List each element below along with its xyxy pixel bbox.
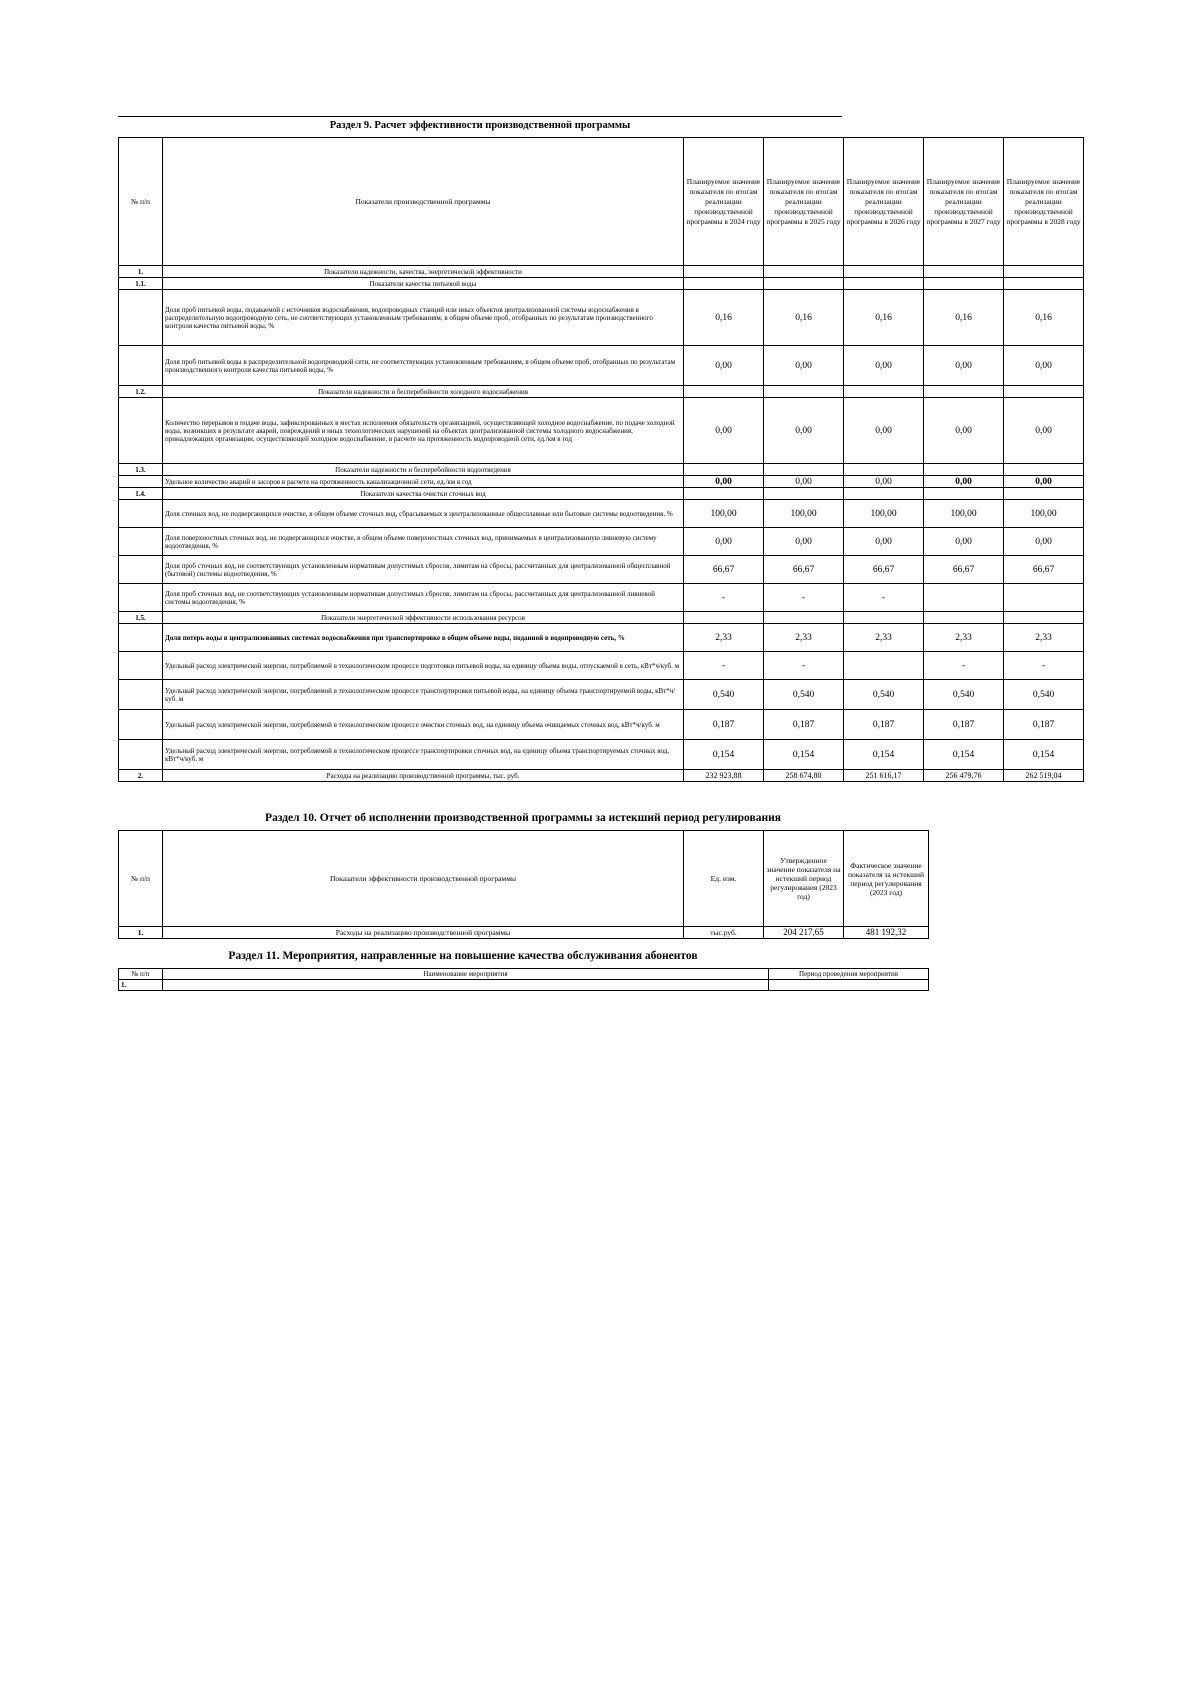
- table-row: [119, 488, 1084, 500]
- value-cell: 2,33: [924, 624, 1004, 652]
- section-heading: Показатели надежности, качества, энергетической эффективности: [163, 266, 684, 278]
- value-cell: [844, 386, 924, 398]
- value-cell: 0,540: [924, 680, 1004, 710]
- section11-table: [118, 968, 929, 991]
- value-cell: 0,16: [1004, 290, 1084, 346]
- value-cell: 0,00: [764, 398, 844, 464]
- value-cell: [764, 488, 844, 500]
- table-row: [119, 710, 1084, 740]
- indicator-label: Удельный расход электрической энергии, потребляемой в технологическом процессе транспортировки сточных вод, на единицу объема транспортируемых сточных вод, кВт*ч/куб. м: [163, 740, 684, 770]
- value-cell: 0,154: [844, 740, 924, 770]
- row-num: [119, 346, 163, 386]
- section10-header-row: [119, 831, 929, 927]
- value-cell: 0,187: [844, 710, 924, 740]
- value-cell: [684, 386, 764, 398]
- value-cell: 2,33: [844, 624, 924, 652]
- value-cell: 262 519,04: [1004, 770, 1084, 782]
- header-year-2025: Планируемое значение показателя по итогам реализации производственной программы в 2025 году: [764, 138, 844, 266]
- header-indicator: Показатели эффективности производственной программы: [163, 831, 684, 927]
- row-num: [119, 680, 163, 710]
- value-cell: 0,154: [1004, 740, 1084, 770]
- value-cell: [924, 584, 1004, 612]
- value-cell: 0,00: [764, 476, 844, 488]
- value-cell: -: [844, 584, 924, 612]
- value-cell: 232 923,88: [684, 770, 764, 782]
- row-num: [119, 710, 163, 740]
- value-cell: 2,33: [764, 624, 844, 652]
- value-cell: 0,00: [1004, 528, 1084, 556]
- section11-title: Раздел 11. Мероприятия, направленные на повышение качества обслуживания абонентов: [228, 950, 698, 962]
- value-cell: -: [684, 652, 764, 680]
- header-year-2024: Планируемое значение показателя по итогам реализации производственной программы в 2024 году: [684, 138, 764, 266]
- row-num: 1.: [119, 980, 163, 991]
- value-cell: [764, 278, 844, 290]
- value-cell: [1004, 278, 1084, 290]
- value-cell: 0,540: [1004, 680, 1084, 710]
- header-year-2026: Планируемое значение показателя по итогам реализации производственной программы в 2026 году: [844, 138, 924, 266]
- row-num: [119, 528, 163, 556]
- header-approved: Утвержденное значение показателя на истекший период регулирования (2023 год): [764, 831, 844, 927]
- table-row: [119, 556, 1084, 584]
- value-cell: 66,67: [924, 556, 1004, 584]
- indicator-label: Доля проб питьевой воды в распределительной водопроводной сети, не соответствующих установленным требованиям, в общем объеме проб, отобранных по результатам производственного контроля качества питьевой воды, %: [163, 346, 684, 386]
- table-row: [119, 278, 1084, 290]
- table-row: [119, 927, 929, 939]
- value-cell: [764, 612, 844, 624]
- value-cell: 100,00: [764, 500, 844, 528]
- value-cell: 0,187: [684, 710, 764, 740]
- row-num: [119, 556, 163, 584]
- value-cell: 66,67: [1004, 556, 1084, 584]
- header-num: № п/п: [119, 831, 163, 927]
- section-heading: Показатели энергетической эффективности использования ресурсов: [163, 612, 684, 624]
- value-cell: [844, 266, 924, 278]
- indicator-label: Доля проб питьевой воды, подаваемой с источников водоснабжения, водопроводных станций или иных объектов централизованной системы водоснабжения в распределительную водопроводную сеть, не соответствующих установленным требованиям, в общем объеме проб, отобранных по результатам производственного контроля качества питьевой воды, %: [163, 290, 684, 346]
- value-cell: 0,16: [684, 290, 764, 346]
- row-num: 1.4.: [119, 488, 163, 500]
- table-row: [119, 612, 1084, 624]
- value-cell: [924, 464, 1004, 476]
- value-cell: 2,33: [1004, 624, 1084, 652]
- table-row: [119, 266, 1084, 278]
- section9-header-row: [119, 138, 1084, 266]
- value-cell: 0,540: [844, 680, 924, 710]
- value-cell: [844, 488, 924, 500]
- value-cell: 100,00: [924, 500, 1004, 528]
- value-cell: 0,00: [1004, 346, 1084, 386]
- value-cell: 0,00: [844, 398, 924, 464]
- value-cell: [924, 386, 1004, 398]
- value-cell: 0,00: [924, 476, 1004, 488]
- approved-value: 204 217,65: [764, 927, 844, 939]
- value-cell: 258 674,80: [764, 770, 844, 782]
- header-num: № п/п: [119, 969, 163, 980]
- table-row: [119, 346, 1084, 386]
- indicator-label: Количество перерывов в подаче воды, зафиксированных в местах исполнения обязательств организацией, осуществляющей холодное водоснабжение, по подаче холодной воды, возникших в результате аварий, повреждений и иных технологических нарушений на объектах централизованной системы холодного водоснабжения, принадлежащих организации, осуществляющей холодное водоснабжение, в расчете на протяженность водопроводной сети, ед./км в год: [163, 398, 684, 464]
- value-cell: -: [1004, 652, 1084, 680]
- value-cell: 0,00: [764, 528, 844, 556]
- top-rule: [118, 116, 842, 117]
- indicator-label: Расходы на реализацию производственной программы: [163, 927, 684, 939]
- value-cell: [684, 612, 764, 624]
- value-cell: 2,33: [684, 624, 764, 652]
- header-num: № п/п: [119, 138, 163, 266]
- table-row: [119, 652, 1084, 680]
- value-cell: [844, 464, 924, 476]
- value-cell: 100,00: [844, 500, 924, 528]
- value-cell: -: [764, 652, 844, 680]
- actual-value: 481 192,32: [844, 927, 929, 939]
- header-unit: Ед. изм.: [684, 831, 764, 927]
- value-cell: 0,00: [764, 346, 844, 386]
- table-row: [119, 680, 1084, 710]
- section-heading: Показатели качества питьевой воды: [163, 278, 684, 290]
- value-cell: 0,00: [924, 528, 1004, 556]
- section9-title: Раздел 9. Расчет эффективности производственной программы: [329, 120, 631, 131]
- value-cell: 0,00: [844, 476, 924, 488]
- value-cell: 0,00: [924, 398, 1004, 464]
- row-num: [119, 476, 163, 488]
- section9-table: [118, 137, 1084, 782]
- section10-table: [118, 830, 929, 939]
- row-num: [119, 290, 163, 346]
- header-indicator: Показатели производственной программы: [163, 138, 684, 266]
- value-cell: 0,00: [844, 528, 924, 556]
- row-num: 2.: [119, 770, 163, 782]
- value-cell: 0,540: [764, 680, 844, 710]
- row-num: [119, 500, 163, 528]
- value-cell: [684, 278, 764, 290]
- table-row: [119, 398, 1084, 464]
- section-heading: Расходы на реализацию производственной программы, тыс. руб.: [163, 770, 684, 782]
- value-cell: [684, 488, 764, 500]
- value-cell: 0,154: [924, 740, 1004, 770]
- indicator-label: Удельный расход электрической энергии, потребляемой в технологическом процессе очистки сточных вод, на единицу объема очищаемых сточных вод, кВт*ч/куб. м: [163, 710, 684, 740]
- table-row: [119, 740, 1084, 770]
- value-cell: [844, 612, 924, 624]
- row-num: 1.3.: [119, 464, 163, 476]
- value-cell: -: [924, 652, 1004, 680]
- value-cell: 0,00: [684, 398, 764, 464]
- value-cell: [924, 266, 1004, 278]
- value-cell: -: [764, 584, 844, 612]
- unit-cell: тыс.руб.: [684, 927, 764, 939]
- table-row: [119, 464, 1084, 476]
- indicator-label: Удельный расход электрической энергии, потребляемой в технологическом процессе подготовки питьевой воды, на единицу объема воды, отпускаемой в сеть, кВт*ч/куб. м: [163, 652, 684, 680]
- value-cell: 0,00: [1004, 476, 1084, 488]
- header-name: Наименование мероприятия: [163, 969, 769, 980]
- value-cell: 0,00: [684, 346, 764, 386]
- table-row: [119, 290, 1084, 346]
- table-row: [119, 476, 1084, 488]
- value-cell: 66,67: [764, 556, 844, 584]
- indicator-label: Доля поверхностных сточных вод, не подвергающихся очистке, в общем объеме поверхностных сточных вод, принимаемых в централизованную ливневую систему водоотведения, %: [163, 528, 684, 556]
- row-num: [119, 398, 163, 464]
- table-row: [119, 980, 929, 991]
- value-cell: 0,00: [1004, 398, 1084, 464]
- row-num: [119, 652, 163, 680]
- value-cell: [684, 266, 764, 278]
- section-heading: Показатели надежности и бесперебойности холодного водоснабжения: [163, 386, 684, 398]
- indicator-label: Доля проб сточных вод, не соответствующих установленным нормативам допустимых сбросов, лимитам на сбросы, рассчитанных для централизованной ливневой системы водоотведения, %: [163, 584, 684, 612]
- value-cell: [1004, 266, 1084, 278]
- section10-title: Раздел 10. Отчет об исполнении производственной программы за истекший период регулирования: [265, 812, 781, 824]
- value-cell: 0,16: [924, 290, 1004, 346]
- table-row: [119, 386, 1084, 398]
- header-year-2027: Планируемое значение показателя по итогам реализации производственной программы в 2027 году: [924, 138, 1004, 266]
- value-cell: [924, 612, 1004, 624]
- value-cell: [764, 464, 844, 476]
- value-cell: 66,67: [684, 556, 764, 584]
- table-row: [119, 528, 1084, 556]
- value-cell: [924, 278, 1004, 290]
- row-num: [119, 740, 163, 770]
- row-num: 1.5.: [119, 612, 163, 624]
- value-cell: 100,00: [684, 500, 764, 528]
- row-num: [119, 584, 163, 612]
- indicator-label: Доля потерь воды в централизованных системах водоснабжения при транспортировке в общем объеме воды, поданной в водопроводную сеть, %: [163, 624, 684, 652]
- indicator-label: Доля проб сточных вод, не соответствующих установленным нормативам допустимых сбросов, лимитам на сбросы, рассчитанных для централизованной общесплавной (бытовой) системы водоотведения, %: [163, 556, 684, 584]
- value-cell: [1004, 386, 1084, 398]
- section11-header-row: [119, 969, 929, 980]
- value-cell: 0,00: [844, 346, 924, 386]
- section-heading: Показатели качества очистки сточных вод: [163, 488, 684, 500]
- row-num: 1.: [119, 266, 163, 278]
- value-cell: 0,16: [844, 290, 924, 346]
- value-cell: [1004, 584, 1084, 612]
- value-cell: 66,67: [844, 556, 924, 584]
- table-row: [119, 624, 1084, 652]
- value-cell: 0,187: [1004, 710, 1084, 740]
- measure-name: [163, 980, 769, 991]
- value-cell: -: [684, 584, 764, 612]
- value-cell: 0,187: [924, 710, 1004, 740]
- table-row: [119, 500, 1084, 528]
- value-cell: [764, 266, 844, 278]
- value-cell: 0,187: [764, 710, 844, 740]
- row-num: [119, 624, 163, 652]
- row-num: 1.: [119, 927, 163, 939]
- value-cell: 0,540: [684, 680, 764, 710]
- value-cell: [684, 464, 764, 476]
- value-cell: 0,00: [924, 346, 1004, 386]
- row-num: 1.1.: [119, 278, 163, 290]
- header-year-2028: Планируемое значение показателя по итогам реализации производственной программы в 2028 году: [1004, 138, 1084, 266]
- value-cell: [1004, 464, 1084, 476]
- value-cell: 256 479,76: [924, 770, 1004, 782]
- indicator-label: Доля сточных вод, не подвергающихся очистке, в общем объеме сточных вод, сбрасываемых в централизованные общесплавные или бытовые системы водоотведения, %: [163, 500, 684, 528]
- indicator-label: Удельное количество аварий и засоров в расчете на протяженность канализационной сети, ед./км в год: [163, 476, 684, 488]
- row-num: 1.2.: [119, 386, 163, 398]
- value-cell: 0,00: [684, 528, 764, 556]
- value-cell: 0,16: [764, 290, 844, 346]
- value-cell: [844, 652, 924, 680]
- indicator-label: Удельный расход электрической энергии, потребляемой в технологическом процессе транспортировки питьевой воды, на единицу объема транспортируемой воды, кВт*ч/куб. м: [163, 680, 684, 710]
- value-cell: 251 616,17: [844, 770, 924, 782]
- value-cell: [924, 488, 1004, 500]
- value-cell: [1004, 612, 1084, 624]
- value-cell: [844, 278, 924, 290]
- value-cell: 0,00: [684, 476, 764, 488]
- header-period: Период проведения мероприятия: [769, 969, 929, 980]
- value-cell: [764, 386, 844, 398]
- value-cell: 0,154: [684, 740, 764, 770]
- section-heading: Показатели надежности и бесперебойности водоотведения: [163, 464, 684, 476]
- measure-period: [769, 980, 929, 991]
- value-cell: 0,154: [764, 740, 844, 770]
- value-cell: [1004, 488, 1084, 500]
- value-cell: 100,00: [1004, 500, 1084, 528]
- header-actual: Фактическое значение показателя за истекший период регулирования (2023 год): [844, 831, 929, 927]
- table-row: [119, 584, 1084, 612]
- table-row: [119, 770, 1084, 782]
